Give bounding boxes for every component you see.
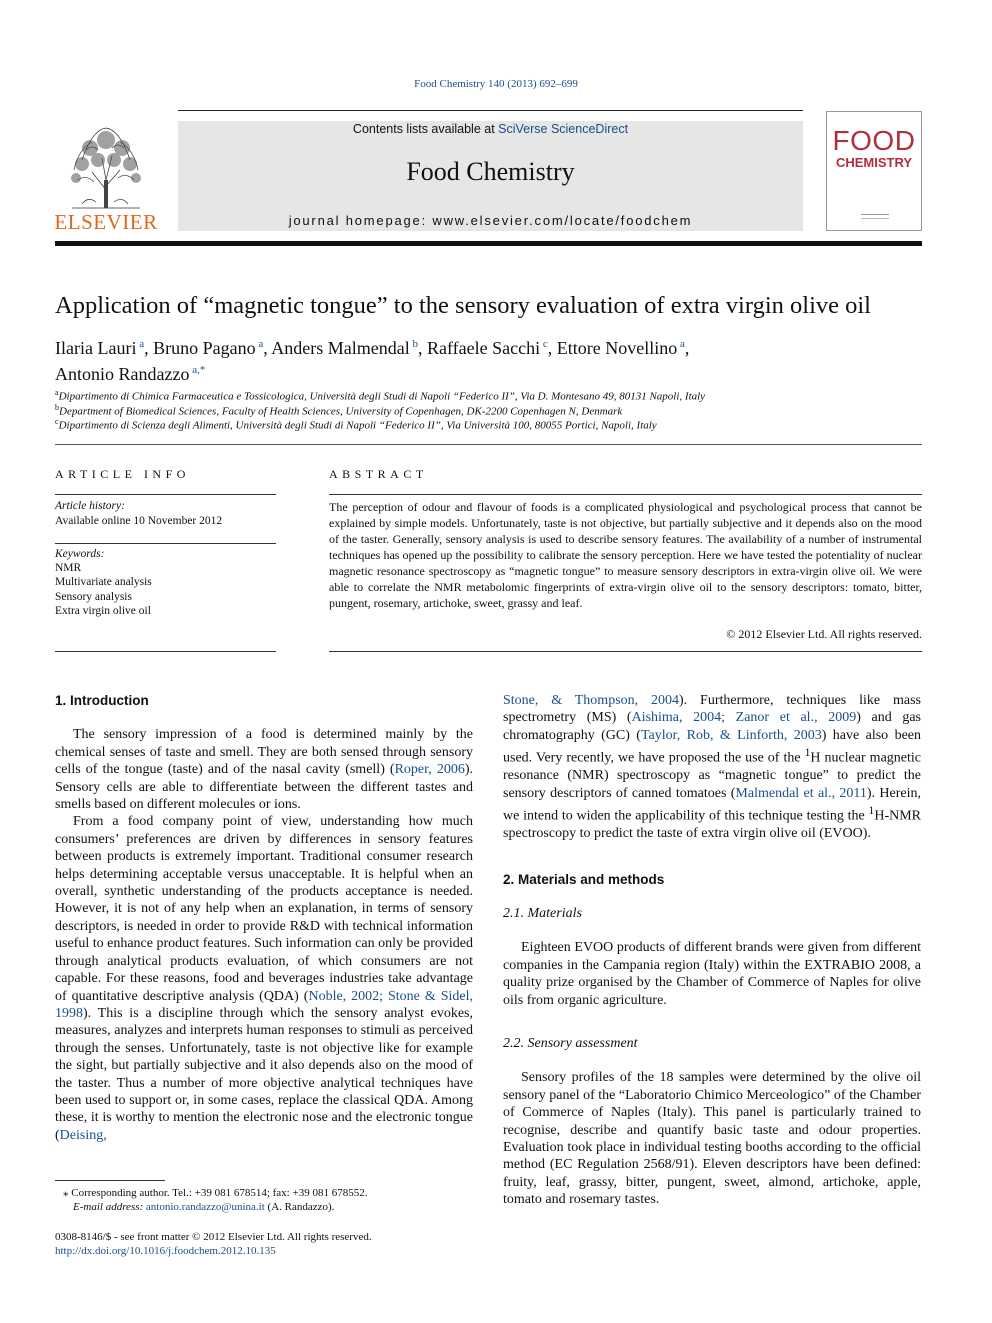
citation-link[interactable]: Stone, & Thompson, 2004 — [503, 693, 680, 708]
affiliation-mark: c — [55, 417, 59, 426]
cover-title-chemistry: CHEMISTRY — [835, 155, 913, 170]
footnote-rule — [55, 1180, 165, 1181]
article-info-rule — [55, 651, 276, 652]
section-rule — [55, 444, 922, 445]
body-paragraph — [55, 813, 473, 1144]
affiliation — [55, 403, 925, 418]
author-separator: , — [417, 338, 427, 358]
paragraph-text: ) and gas chromatography (GC) ( — [503, 710, 922, 743]
paragraph-text: ) have also been used. Very recently, we have proposed the use of the — [503, 727, 921, 766]
author-affiliation-mark[interactable]: b — [412, 338, 418, 350]
article-info-rule — [55, 494, 276, 495]
affiliation-text: Dipartimento di Scienza degli Alimenti, Università degli Studi di Napoli “Federico II”, Via Università 100, 80055 Portici, Napoli, Italy — [58, 419, 657, 432]
cover-line — [861, 214, 889, 215]
corresponding-author-note: ⁎ Corresponding author. Tel.: +39 081 678514; fax: +39 081 678552. — [63, 1187, 368, 1199]
author-list — [55, 333, 835, 385]
citation-link[interactable]: Roper, 2006 — [394, 762, 465, 778]
author-name[interactable]: Raffaele Sacchi — [426, 338, 541, 358]
body-paragraph — [503, 692, 921, 843]
superscript: 1 — [804, 746, 811, 760]
cover-title-food: FOOD — [832, 125, 916, 156]
affiliation-mark: a — [55, 388, 59, 397]
keyword: NMR — [55, 562, 82, 574]
paragraph-text: ). Sensory cells are able to differentiate between the different tastes and smells based on different molecules or ions. — [55, 762, 473, 813]
journal-citation[interactable]: Food Chemistry 140 (2013) 692–699 — [414, 78, 578, 90]
body-paragraph: Sensory profiles of the 18 samples were determined by the olive oil sensory panel of the “Laboratorio Chimico Merceologico” of the Chamber of Commerce of Naples (Italy). This panel is particularly trained to recognise, describe and quantify basic taste and odour properties. Evaluation took place in individual testing booths according to the official method (EC Regulation 2568/91). Eleven descriptors have been defined: fruity, leaf, grassy, bitter, pungent, sweet, almond, artichoke, apple, tomato and rosemary tastes. — [503, 1070, 921, 1208]
article-info-rule — [55, 543, 276, 544]
journal-title: Food Chemistry — [406, 157, 575, 186]
paragraph-text: The sensory impression of a food is determined mainly by the chemical senses of taste and smell. They are both sensed through sensory cells of the tongue (taste) and of the nasal cavity (smell) ( — [55, 727, 473, 778]
citation-link[interactable]: Malmendal et al., 2011 — [735, 785, 867, 801]
author-affiliation-mark[interactable]: a — [139, 338, 145, 350]
article-info-heading: ARTICLE INFO — [55, 467, 190, 481]
keywords-label: Keywords: — [55, 548, 105, 560]
abstract-copyright: © 2012 Elsevier Ltd. All rights reserved. — [726, 627, 922, 641]
keyword: Extra virgin olive oil — [55, 604, 151, 617]
author-affiliation-mark[interactable]: a,* — [192, 364, 206, 376]
keyword: Sensory analysis — [55, 590, 132, 603]
body-paragraph: Eighteen EVOO products of different brands were given from different companies in the Campania region (Italy) within the EXTRABIO 2008, a quality prize organised by the Chamber of Commerce of Naples for olive oils from organic agriculture. — [503, 940, 921, 1008]
email-suffix: (A. Randazzo). — [264, 1201, 335, 1213]
keywords-list — [55, 561, 152, 618]
author-affiliation-mark[interactable]: c — [542, 338, 548, 350]
email-note — [55, 1201, 493, 1213]
header-top-rule — [178, 110, 803, 111]
section-heading: 2. Materials and methods — [503, 871, 665, 887]
contents-prefix: Contents lists available at — [352, 122, 499, 136]
paragraph-text: From a food company point of view, understanding how much consumers’ preferences are driven by differences in sensory features between products is extremely important. Traditional consumer research helps determining acceptable versus unacceptable. It is helpful when an overall, synthetic understanding of the products acceptance is needed. However, it is not of any help when an explanation, in terms of sensory descriptors, is needed in order to provide R&D with technical information useful to enhance product features. Such information can only be provided through analytical products evaluation, of which consumers are not capable. For these reasons, food and beverages industries take advantage of quantitative descriptive analysis (QDA) ( — [55, 814, 473, 1004]
author-name[interactable]: Ilaria Lauri — [55, 338, 137, 358]
paragraph-text: H nuclear magnetic resonance (NMR) spectroscopy as “magnetic tongue” to predict the sensory descriptors of canned tomatoes ( — [503, 750, 921, 801]
affiliation-mark: b — [55, 403, 59, 412]
article-history-label: Article history: — [55, 500, 125, 512]
contents-line — [178, 122, 803, 136]
author-name[interactable]: Ettore Novellino — [556, 338, 678, 358]
author-separator: , — [547, 338, 557, 358]
citation-link[interactable]: Taylor, Rob, & Linforth, 2003 — [640, 727, 822, 743]
sciencedirect-link[interactable]: SciVerse ScienceDirect — [498, 122, 629, 136]
author-name[interactable]: Anders Malmendal — [271, 338, 410, 358]
citation-link[interactable]: Noble, 2002; Stone & Sidel, 1998 — [55, 988, 473, 1021]
body-left-column — [55, 692, 473, 1144]
abstract-text: The perception of odour and flavour of foods is a complicated physiological and psychological process that cannot be explained by simple models. Unfortunately, taste is not objective, but partially subjective and it depends also on the mood of the taster. Generally, sensory analysis is used to describe sensory features. The availability of a number of instrumental techniques has opened up the possibility to calibrate the sensory perception. Here we have tested the potentiality of nuclear magnetic resonance spectroscopy as “magnetic tongue” to measure sensory descriptors in extra-virgin olive oil. We were able to correlate the NMR metabolomic fingerprints of extra-virgin olive oil to the sensory descriptors: tomato, bitter, pungent, rosemary, artichoke, sweet, grassy and leaf. — [329, 500, 922, 610]
keyword: Multivariate analysis — [55, 576, 152, 589]
email-label: E-mail address: — [73, 1201, 146, 1213]
journal-homepage[interactable]: journal homepage: www.elsevier.com/locate/foodchem — [288, 213, 693, 228]
doi-link[interactable]: http://dx.doi.org/10.1016/j.foodchem.2012.10.135 — [55, 1245, 276, 1257]
paragraph-text: ). This is a discipline through which the sensory analyst evokes, measures, analyzes and interprets human responses to stimuli as perceived through the senses. Unfortunately, taste is not objective like for example the sight, but partially subjective and it also depends also on the mood of the taster. Thus a number of more objective analytical techniques have been used to support or, in some cases, replace the classical QDA. Among these, it is worthy to mention the electronic nose and the electronic tongue ( — [55, 1005, 473, 1143]
subsection-heading: 2.1. Materials — [503, 905, 582, 921]
affiliation — [55, 417, 925, 432]
body-paragraph — [55, 726, 473, 813]
paragraph-text: H-NMR spectroscopy to predict the taste of extra virgin olive oil (EVOO). — [503, 808, 921, 842]
elsevier-wordmark: ELSEVIER — [54, 210, 158, 234]
body-right-column — [503, 692, 921, 1209]
author-name[interactable]: Antonio Randazzo — [55, 364, 190, 384]
author-separator: , — [684, 338, 690, 358]
issn-line: 0308-8146/$ - see front matter © 2012 Elsevier Ltd. All rights reserved. — [55, 1231, 372, 1243]
journal-cover — [826, 111, 922, 231]
cover-line — [861, 218, 889, 219]
author-name[interactable]: Bruno Pagano — [153, 338, 256, 358]
citation-link[interactable]: Deising, — [59, 1127, 107, 1143]
abstract-rule — [329, 651, 922, 652]
author-affiliation-mark[interactable]: a — [258, 338, 264, 350]
section-heading: 1. Introduction — [55, 693, 149, 708]
paragraph-text: ). Furthermore, techniques like mass spectrometry (MS) ( — [503, 693, 921, 726]
author-affiliation-mark[interactable]: a — [679, 338, 685, 350]
affiliation-text: Dipartimento di Chimica Farmaceutica e Tossicologica, Università degli Studi di Napoli “Federico II”, Via D. Montesano 49, 80131 Napoli, Italy — [58, 390, 706, 403]
citation-link[interactable]: Aishima, 2004; Zanor et al., 2009 — [631, 710, 857, 726]
header-thick-rule — [55, 241, 922, 246]
author-separator: , — [144, 338, 154, 358]
abstract-heading: ABSTRACT — [329, 467, 428, 481]
paragraph-text: ). Herein, we intend to widen the applicability of this technique testing the — [503, 785, 921, 824]
article-title: Application of “magnetic tongue” to the sensory evaluation of extra virgin olive oil — [55, 292, 871, 319]
article-history-value: Available online 10 November 2012 — [55, 515, 223, 527]
abstract-rule — [329, 494, 922, 495]
affiliation — [55, 388, 925, 403]
author-separator: , — [263, 338, 272, 358]
affiliation-text: Department of Biomedical Sciences, Faculty of Health Sciences, University of Copenhagen, DK-2200 Copenhagen N, Denmark — [59, 405, 623, 418]
email-link[interactable]: antonio.randazzo@unina.it — [145, 1201, 265, 1213]
superscript: 1 — [868, 804, 875, 818]
subsection-heading: 2.2. Sensory assessment — [503, 1036, 638, 1051]
